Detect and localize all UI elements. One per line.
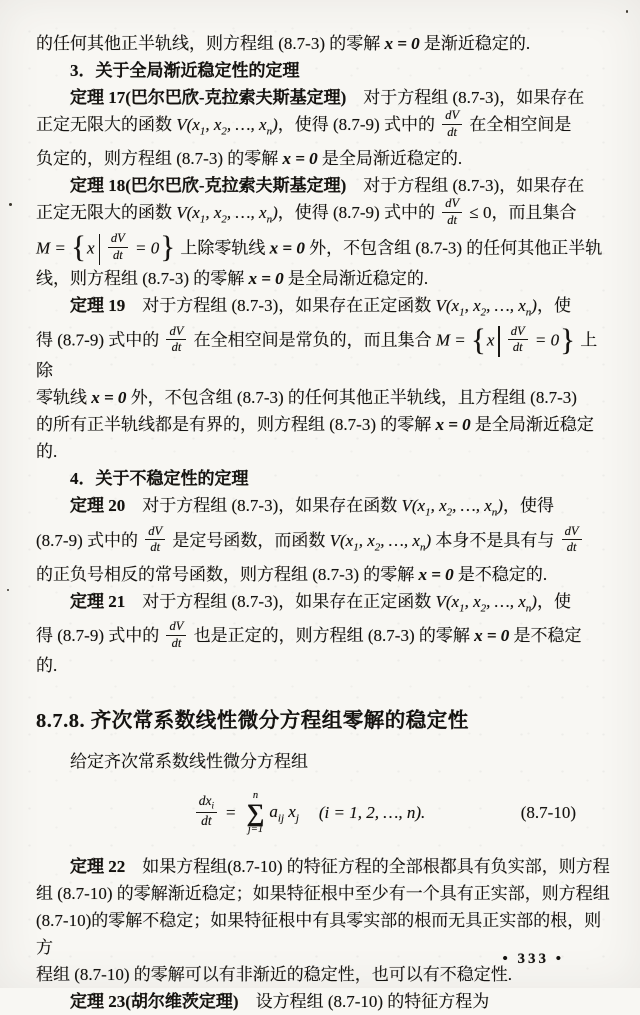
text-line bbox=[36, 492, 612, 526]
math-run: x = 0 bbox=[474, 626, 510, 646]
sum-upper-limit: n bbox=[252, 790, 259, 802]
fraction bbox=[108, 232, 128, 262]
equation-number: (8.7-10) bbox=[520, 803, 576, 823]
text-line bbox=[36, 748, 612, 775]
text-run: ，使得 bbox=[502, 496, 554, 516]
fraction-denominator: dt bbox=[566, 540, 577, 555]
bold-run: 定理 20 bbox=[70, 496, 126, 516]
fraction bbox=[442, 109, 462, 139]
fraction-numerator: dV bbox=[508, 325, 528, 341]
text-line bbox=[36, 196, 612, 233]
text-run: 负定的，则方程组 (8.7-3) 的零解 bbox=[36, 149, 283, 169]
text-line bbox=[36, 588, 612, 622]
text-line bbox=[36, 321, 612, 384]
text-run: 是不稳定 bbox=[509, 626, 582, 646]
text-run: 组 (8.7-10) 的零解渐近稳定；如果特征根中至少有一个具有正实部，则方程组 bbox=[36, 884, 610, 904]
page-content bbox=[36, 30, 612, 1015]
math-run: x bbox=[486, 330, 495, 350]
text-run: 也是正定的，则方程组 (8.7-3) 的零解 bbox=[189, 626, 475, 646]
text-run: 是全局渐近稳定的. bbox=[317, 149, 463, 169]
page-number: • 333 • bbox=[502, 951, 564, 967]
fraction-denominator: dt bbox=[171, 635, 182, 650]
text-run: 正定无限大的函数 bbox=[36, 115, 177, 134]
text-run: ，使 bbox=[536, 295, 571, 315]
fraction-numerator: dV bbox=[145, 525, 165, 541]
fraction bbox=[562, 525, 582, 555]
math-run: $a_{ij}$ $x_j$ bbox=[269, 802, 299, 825]
bold-run: 4．关于不稳定性的定理 bbox=[70, 469, 249, 489]
text-line bbox=[36, 438, 612, 465]
display-equation bbox=[36, 787, 582, 839]
text-run: 外，不包含组 (8.7-3) 的任何其他正半轨 bbox=[304, 238, 603, 258]
text-line bbox=[36, 265, 612, 292]
fraction-denominator: dt bbox=[201, 813, 212, 829]
text-run: 在全相空间是 bbox=[465, 115, 572, 134]
math-run: x = 0 bbox=[435, 415, 471, 435]
fraction-numerator: dV bbox=[108, 232, 128, 248]
math-run: $V(x_1$, $x_2$, …, $x_n$) bbox=[176, 203, 278, 226]
text-run: 对于方程组 (8.7-3)，如果存在 bbox=[346, 176, 585, 196]
fraction-denominator: dt bbox=[150, 540, 161, 555]
text-line bbox=[36, 30, 612, 57]
text-run: 线，则方程组 (8.7-3) 的零解 bbox=[36, 268, 249, 288]
text-run: 零轨线 bbox=[36, 388, 92, 408]
text-run: ，使 bbox=[536, 591, 571, 611]
fraction bbox=[442, 197, 462, 227]
text-line bbox=[36, 411, 612, 438]
text-run: 得 (8.7-9) 式中的 bbox=[36, 626, 164, 646]
text-run: 是不稳定的. bbox=[453, 564, 548, 584]
left-brace: { bbox=[471, 321, 486, 357]
text-run: 的所有正半轨线都是有界的，则方程组 (8.7-3) 的零解 bbox=[36, 415, 436, 435]
text-run: (8.7-10)的零解不稳定；如果特征根中有具零实部的根而无具正实部的根，则方 bbox=[36, 911, 602, 958]
math-run: x = 0 bbox=[248, 268, 284, 288]
fraction-numerator: dV bbox=[166, 620, 186, 636]
fraction-denominator: dt bbox=[447, 124, 458, 139]
bold-run: 定理 21 bbox=[70, 591, 126, 611]
text-run: 上除 bbox=[36, 330, 598, 381]
math-run: x = 0 bbox=[91, 388, 127, 408]
bold-run: 3．关于全局渐近稳定性的定理 bbox=[70, 61, 300, 80]
text-line bbox=[36, 619, 612, 652]
text-run: 程组 (8.7-10) 的零解可以有非渐近的稳定性，也可以有不稳定性. bbox=[36, 965, 512, 985]
vertical-bar bbox=[498, 326, 499, 357]
text-line bbox=[36, 84, 612, 111]
scan-speck bbox=[9, 203, 12, 206]
vertical-bar bbox=[99, 234, 100, 265]
math-run: $V(x_1$, $x_2$, …, $x_n$) bbox=[329, 530, 432, 553]
text-line bbox=[36, 229, 612, 265]
section-heading: 8.7.8. 齐次常系数线性微分方程组零解的稳定性 bbox=[36, 710, 469, 733]
math-run: x = 0 bbox=[282, 149, 318, 169]
text-run: 对于方程组 (8.7-3)，如果存在正定函数 bbox=[125, 591, 436, 611]
text-run: 的. bbox=[36, 656, 58, 676]
text-run: 的任何其他正半轨线，则方程组 (8.7-3) 的零解 bbox=[36, 34, 385, 53]
text-run: 正定无限大的函数 bbox=[36, 203, 177, 223]
right-brace: } bbox=[160, 229, 176, 265]
text-line bbox=[36, 384, 612, 411]
math-run: x = 0 bbox=[418, 564, 454, 584]
text-line bbox=[36, 465, 612, 492]
text-run: 是全局渐近稳定 bbox=[470, 415, 594, 435]
text-run: 外，不包含组 (8.7-3) 的任何其他正半轨线，且方程组 (8.7-3) bbox=[126, 388, 577, 408]
text-line bbox=[36, 172, 612, 199]
text-line bbox=[36, 57, 612, 84]
fraction-numerator: dV bbox=[562, 525, 582, 541]
text-line bbox=[36, 292, 612, 326]
text-run: 上除零轨线 bbox=[176, 238, 270, 258]
math-run: x bbox=[87, 238, 95, 258]
text-run: ≤ 0，而且集合 bbox=[465, 203, 577, 223]
text-run: 本身不是具有与 bbox=[431, 530, 559, 550]
text-run: 如果方程组(8.7-10) 的特征方程的全部根都具有负实部，则方程 bbox=[125, 857, 610, 877]
text-run: 的正负号相反的常号函数，则方程组 (8.7-3) 的零解 bbox=[36, 564, 419, 584]
math-run: $V(x_1$, $x_2$, …, $x_n$) bbox=[435, 591, 537, 615]
fraction-denominator: dt bbox=[447, 212, 458, 227]
scan-speck bbox=[626, 10, 628, 13]
equation-condition: (i = 1, 2, …, n). bbox=[318, 803, 426, 823]
fraction bbox=[166, 325, 186, 355]
text-line bbox=[36, 523, 612, 561]
text-run: 是定号函数，而函数 bbox=[168, 530, 330, 550]
math-run: = 0 bbox=[530, 330, 560, 350]
fraction-numerator: dV bbox=[166, 325, 186, 341]
text-run: (8.7-9) 式中的 bbox=[36, 530, 143, 550]
text-run: 给定齐次常系数线性微分方程组 bbox=[70, 752, 308, 772]
math-run: x = 0 bbox=[384, 34, 420, 53]
left-brace: { bbox=[71, 229, 87, 265]
fraction-numerator: dV bbox=[442, 197, 462, 213]
fraction bbox=[508, 325, 528, 355]
fraction bbox=[196, 794, 217, 829]
text-run: ，使得 (8.7-9) 式中的 bbox=[277, 203, 440, 223]
fraction-numerator: $dx_i$ bbox=[196, 794, 217, 813]
text-run: 是全局渐近稳定的. bbox=[283, 268, 429, 288]
fraction-denominator: dt bbox=[512, 340, 523, 355]
bold-run: 定理 17(巴尔巴欣-克拉索夫斯基定理) bbox=[70, 88, 347, 107]
text-run: 的. bbox=[36, 442, 58, 462]
fraction-denominator: dt bbox=[171, 340, 182, 355]
math-run: M = bbox=[435, 330, 471, 350]
math-run: $V(x_1$, $x_2$, …, $x_n$) bbox=[176, 115, 278, 138]
bold-run: 定理 19 bbox=[70, 295, 126, 315]
bold-run: 定理 18(巴尔巴欣-克拉索夫斯基定理) bbox=[70, 176, 347, 196]
text-run: 在全相空间是常负的，而且集合 bbox=[189, 330, 436, 350]
text-run: 对于方程组 (8.7-3)，如果存在 bbox=[346, 88, 585, 107]
equals-sign: = bbox=[225, 803, 236, 823]
right-brace: } bbox=[560, 321, 576, 357]
text-line bbox=[36, 561, 612, 588]
text-line bbox=[36, 988, 612, 1015]
sigma-symbol: ∑ bbox=[246, 799, 265, 827]
text-line bbox=[36, 145, 612, 172]
bold-run: 定理 22 bbox=[70, 857, 126, 877]
bold-run: 定理 23(胡尔维茨定理) bbox=[70, 992, 239, 1012]
text-line bbox=[36, 853, 612, 880]
fraction-numerator: dV bbox=[442, 109, 462, 125]
sum-lower-limit: j=1 bbox=[247, 824, 264, 836]
fraction bbox=[145, 525, 165, 555]
summation bbox=[247, 791, 265, 836]
scan-speck bbox=[7, 589, 9, 591]
math-run: M = bbox=[36, 238, 71, 258]
math-run: $V(x_1$, $x_2$, …, $x_n$) bbox=[401, 496, 503, 519]
text-line bbox=[36, 652, 612, 679]
text-line bbox=[36, 108, 612, 145]
math-run: = 0 bbox=[130, 238, 160, 258]
math-run: $V(x_1$, $x_2$, …, $x_n$) bbox=[435, 295, 537, 319]
text-run: 对于方程组 (8.7-3)，如果存在正定函数 bbox=[125, 295, 436, 315]
text-run: 得 (8.7-9) 式中的 bbox=[36, 330, 164, 350]
math-run: x = 0 bbox=[269, 238, 305, 258]
text-run: 设方程组 (8.7-10) 的特征方程为 bbox=[238, 992, 490, 1012]
text-run: 对于方程组 (8.7-3)，如果存在函数 bbox=[125, 496, 402, 516]
text-run: 是渐近稳定的. bbox=[419, 34, 531, 53]
fraction-denominator: dt bbox=[112, 247, 123, 262]
text-run: ，使得 (8.7-9) 式中的 bbox=[277, 115, 440, 134]
text-line bbox=[36, 880, 612, 907]
fraction bbox=[166, 620, 186, 650]
